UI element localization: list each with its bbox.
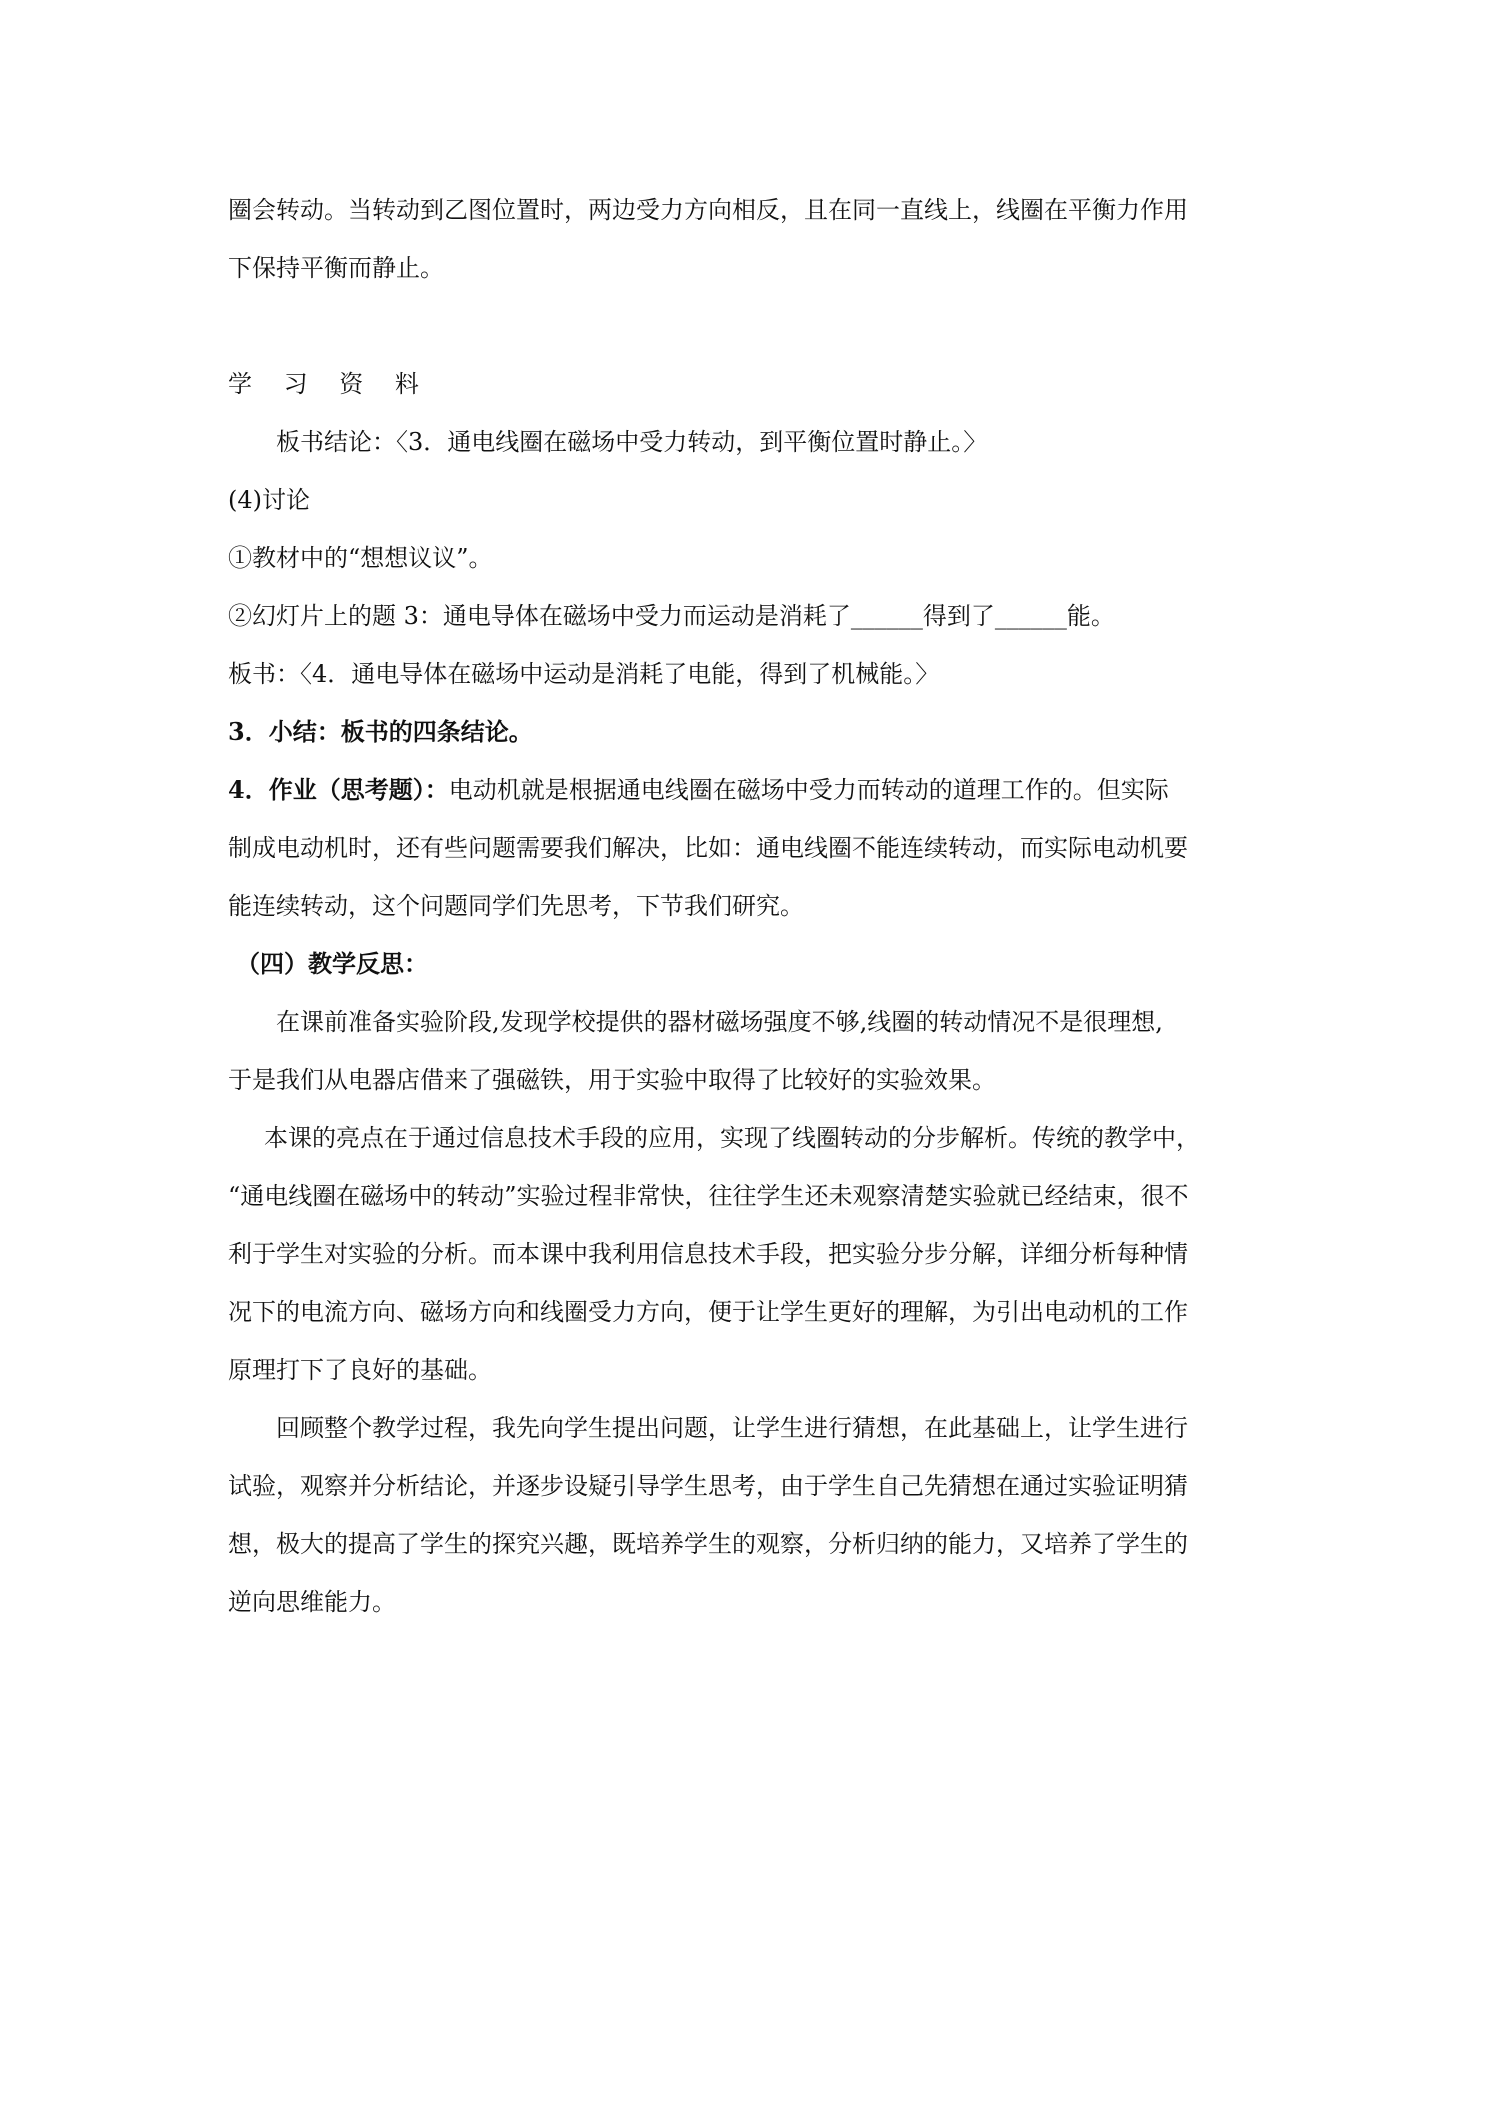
board-conclusion-line: 板书：〈4．通电导体在磁场中运动是消耗了电能，得到了机械能。〉 (228, 660, 940, 688)
paragraph-line: 想，极大的提高了学生的探究兴趣，既培养学生的观察，分析归纳的能力，又培养了学生的 (228, 1530, 1188, 1558)
paragraph-line: 原理打下了良好的基础。 (228, 1356, 492, 1384)
paragraph-line: 在课前准备实验阶段,发现学校提供的器材磁场强度不够,线圈的转动情况不是很理想, (276, 1008, 1163, 1036)
paragraph-line: 下保持平衡而静止。 (228, 254, 444, 282)
paragraph-line: 况下的电流方向、磁场方向和线圈受力方向，便于让学生更好的理解，为引出电动机的工作 (228, 1298, 1188, 1326)
paragraph-line: 圈会转动。当转动到乙图位置时，两边受力方向相反，且在同一直线上，线圈在平衡力作用 (228, 196, 1188, 224)
paragraph-line: 于是我们从电器店借来了强磁铁，用于实验中取得了比较好的实验效果。 (228, 1066, 996, 1094)
homework-line (228, 774, 1268, 806)
paragraph-line: 逆向思维能力。 (228, 1588, 396, 1616)
homework-heading: 4．作业（思考题）： (228, 775, 449, 804)
paragraph-line: 回顾整个教学过程，我先向学生提出问题，让学生进行猜想，在此基础上，让学生进行 (276, 1414, 1188, 1442)
reflection-heading: （四）教学反思： (236, 949, 428, 978)
discussion-item: ②幻灯片上的题 3：通电导体在磁场中受力而运动是消耗了______得到了______能。 (228, 602, 1115, 630)
discussion-item: ①教材中的“想想议议”。 (228, 544, 493, 572)
paragraph-line: “通电线圈在磁场中的转动”实验过程非常快，往往学生还未观察清楚实验就已经结束，很不 (228, 1182, 1189, 1210)
section-label: 学 习 资 料 (228, 370, 431, 398)
discussion-heading: (4)讨论 (228, 486, 310, 514)
paragraph-line: 利于学生对实验的分析。而本课中我利用信息技术手段，把实验分步分解，详细分析每种情 (228, 1240, 1188, 1268)
paragraph-line: 能连续转动，这个问题同学们先思考，下节我们研究。 (228, 892, 804, 920)
paragraph-line: 试验，观察并分析结论，并逐步设疑引导学生思考，由于学生自己先猜想在通过实验证明猜 (228, 1472, 1188, 1500)
paragraph-line: 制成电动机时，还有些问题需要我们解决，比如：通电线圈不能连续转动，而实际电动机要 (228, 834, 1188, 862)
board-conclusion-line: 板书结论：〈3．通电线圈在磁场中受力转动，到平衡位置时静止。〉 (276, 428, 988, 456)
paragraph-line: 本课的亮点在于通过信息技术手段的应用，实现了线圈转动的分步解析。传统的教学中， (264, 1124, 1200, 1152)
homework-text: 电动机就是根据通电线圈在磁场中受力而转动的道理工作的。但实际 (448, 776, 1169, 804)
summary-heading: 3．小结：板书的四条结论。 (228, 717, 533, 746)
